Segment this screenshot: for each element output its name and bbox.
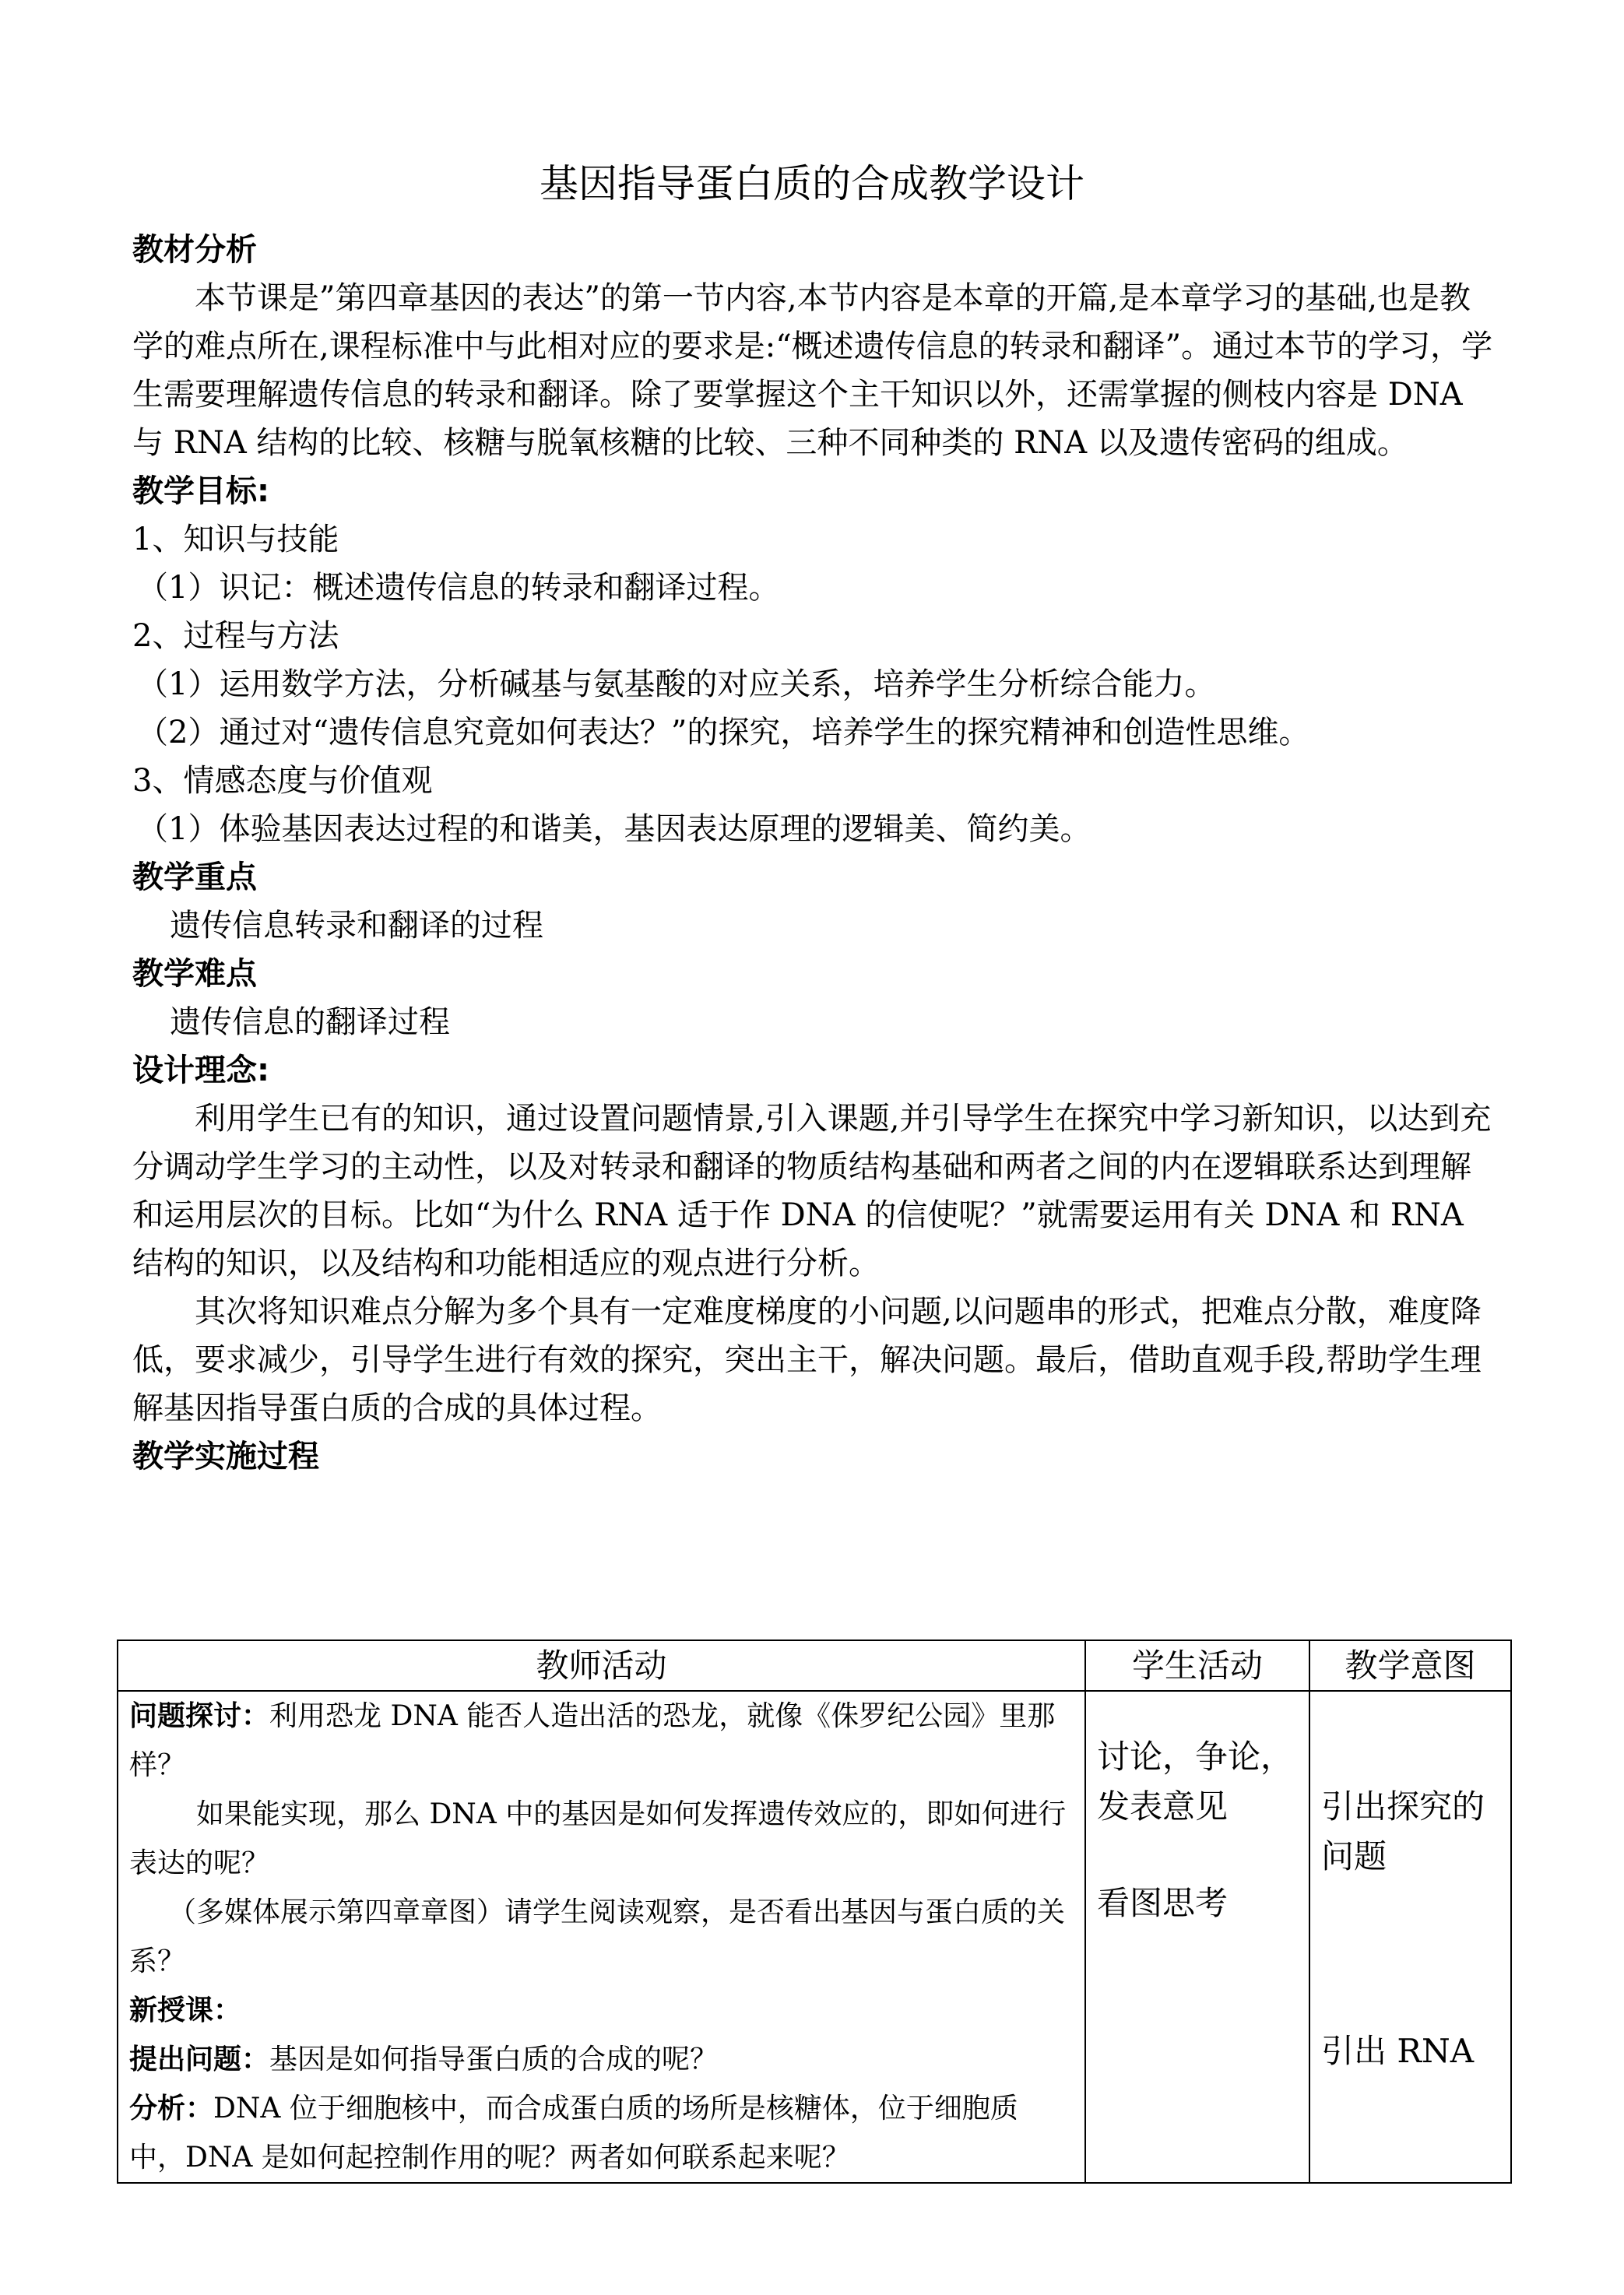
analysis-text: DNA 位于细胞核中，而合成蛋白质的场所是核糖体，位于细胞质中，DNA 是如何起控制作用的呢？两者如何联系起来呢？ xyxy=(129,2093,1018,2174)
header-teacher-activity: 教师活动 xyxy=(118,1640,1085,1691)
teacher-question-discussion xyxy=(129,1692,1074,1790)
teacher-raise-question xyxy=(129,2035,1074,2084)
design-paragraph-2: 其次将知识难点分解为多个具有一定难度梯度的小问题,以问题串的形式，把难点分散，难度降低，要求减少，引导学生进行有效的探究，突出主干，解决问题。最后，借助直观手段,帮助学生理解基因指导蛋白质的合成的具体过程。 xyxy=(132,1294,1482,1426)
objective-process-title: 2、过程与方法 xyxy=(132,618,339,654)
header-student-activity: 学生活动 xyxy=(1085,1640,1309,1691)
teacher-question-3: （多媒体展示第四章章图）请学生阅读观察，是否看出基因与蛋白质的关系？ xyxy=(129,1896,1066,1977)
objective-process-item-2: （2）通过对“遗传信息究竟如何表达？”的探究，培养学生的探究精神和创造性思维。 xyxy=(137,715,1310,750)
new-lesson-label: 新授课： xyxy=(129,1995,242,2026)
raise-question-text: 基因是如何指导蛋白质的合成的呢？ xyxy=(269,2044,719,2075)
student-activity-opinion: 发表意见 xyxy=(1097,1787,1229,1826)
objective-process-item-1: （1）运用数学方法，分析碱基与氨基酸的对应关系，培养学生分析综合能力。 xyxy=(137,666,1216,702)
document-body xyxy=(132,226,1496,1481)
intent-explore-question: 引出探究的问题 xyxy=(1321,1787,1485,1875)
analysis-label: 分析： xyxy=(129,2093,214,2125)
question-discussion-text: 利用恐龙 DNA 能否人造出活的恐龙，就像《侏罗纪公园》里那样？ xyxy=(129,1700,1056,1781)
objective-emotion-item-1: （1）体验基因表达过程的和谐美，基因表达原理的逻辑美、简约美。 xyxy=(137,811,1091,847)
document-title: 基因指导蛋白质的合成教学设计 xyxy=(540,161,1084,206)
teacher-analysis xyxy=(129,2084,1074,2182)
objective-knowledge-item-1: （1）识记：概述遗传信息的转录和翻译过程。 xyxy=(137,570,780,606)
table-row xyxy=(118,1691,1511,2183)
section-heading-key-point: 教学重点 xyxy=(132,859,257,895)
question-discussion-label: 问题探讨： xyxy=(129,1700,270,1732)
table-header-row xyxy=(118,1640,1511,1691)
teacher-activity-cell xyxy=(118,1691,1085,2183)
section-heading-design: 设计理念: xyxy=(132,1053,269,1088)
intent-introduce-rna: 引出 RNA xyxy=(1321,2032,1475,2070)
student-activity-cell xyxy=(1085,1691,1309,2183)
design-paragraph-1: 利用学生已有的知识，通过设置问题情景,引入课题,并引导学生在探究中学习新知识，以达到充分调动学生学习的主动性，以及对转录和翻译的物质结构基础和两者之间的内在逻辑联系达到理解和运用层次的目标。比如“为什么 RNA 适于作 DNA 的信使呢？”就需要运用有关 DNA 和 RNA 结构的知识，以及结构和功能相适应的观点进行分析。 xyxy=(132,1101,1492,1281)
student-activity-observe: 看图思考 xyxy=(1097,1884,1229,1922)
teaching-intent-cell xyxy=(1309,1691,1511,2183)
section-heading-process: 教学实施过程 xyxy=(132,1439,319,1474)
raise-question-label: 提出问题： xyxy=(129,2044,270,2075)
analysis-paragraph: 本节课是”第四章基因的表达”的第一节内容,本节内容是本章的开篇,是本章学习的基础,也是教学的难点所在,课程标准中与此相对应的要求是:“概述遗传信息的转录和翻译”。通过本节的学习，学生需要理解遗传信息的转录和翻译。除了要掌握这个主干知识以外，还需掌握的侧枝内容是 DNA 与 RNA 结构的比较、核糖与脱氧核糖的比较、三种不同种类的 RNA 以及遗传密码的组成。 xyxy=(132,280,1493,461)
section-heading-objectives: 教学目标: xyxy=(132,473,269,509)
objective-emotion-title: 3、情感态度与价值观 xyxy=(132,763,433,799)
key-point-text: 遗传信息转录和翻译的过程 xyxy=(170,908,543,944)
header-teaching-intent: 教学意图 xyxy=(1309,1640,1511,1691)
difficulty-text: 遗传信息的翻译过程 xyxy=(170,1004,450,1040)
objective-knowledge-title: 1、知识与技能 xyxy=(132,522,339,557)
process-table xyxy=(117,1640,1512,2184)
student-activity-discuss: 讨论，争论， xyxy=(1097,1738,1294,1776)
teacher-question-2: 如果能实现，那么 DNA 中的基因是如何发挥遗传效应的，即如何进行表达的呢？ xyxy=(129,1798,1067,1879)
section-heading-analysis: 教材分析 xyxy=(132,232,257,268)
section-heading-difficulty: 教学难点 xyxy=(132,956,257,992)
